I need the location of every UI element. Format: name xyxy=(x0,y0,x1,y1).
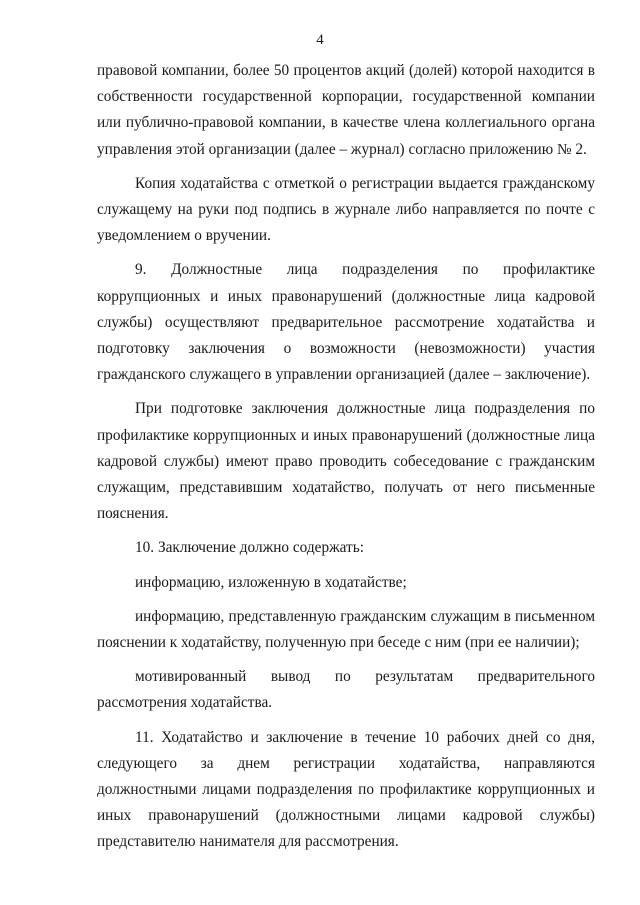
paragraph-item-9: 9. Должностные лица подразделения по профилактике коррупционных и иных правонарушений (должностные лица кадровой службы) осуществляют предварительное рассмотрение ходатайства и подготовку заключения о возможности (невозможности) участия гражданского служащего в управлении организацией (далее – заключение). xyxy=(97,261,595,384)
document-body xyxy=(97,58,595,856)
paragraph-petition-copy: Копия ходатайства с отметкой о регистрации выдается гражданскому служащему на руки под подпись в журнале либо направляется по почте с уведомлением о вручении. xyxy=(97,174,595,245)
paragraph-conclusion-preparation: При подготовке заключения должностные лица подразделения по профилактике коррупционных и иных правонарушений (должностные лица кадровой службы) имеют право проводить собеседование с гражданским служащим, представившим ходатайство, получать от него письменные пояснения. xyxy=(97,400,595,523)
page-number: 4 xyxy=(316,32,324,48)
paragraph-continued-journal: правовой компании, более 50 процентов акций (долей) которой находится в собственности государственной корпорации, государственной компании или публично-правовой компании, в качестве члена коллегиального органа управления этой организации (далее – журнал) согласно приложению № 2. xyxy=(97,62,595,158)
paragraph-item-11: 11. Ходатайство и заключение в течение 10 рабочих дней со дня, следующего за днем регистрации ходатайства, направляются должностными лицами подразделения по профилактике коррупционных и иных правонарушений (должностными лицами кадровой службы) представителю нанимателя для рассмотрения. xyxy=(97,728,595,851)
list-item-explanation-info: информацию, представленную гражданским служащим в письменном пояснении к ходатайству, полученную при беседе с ним (при ее наличии); xyxy=(97,607,595,652)
paragraph-item-10: 10. Заключение должно содержать: xyxy=(135,539,364,557)
list-item-petition-info: информацию, изложенную в ходатайстве; xyxy=(135,573,407,591)
list-item-reasoned-conclusion: мотивированный вывод по результатам предварительного рассмотрения ходатайства. xyxy=(97,668,595,712)
